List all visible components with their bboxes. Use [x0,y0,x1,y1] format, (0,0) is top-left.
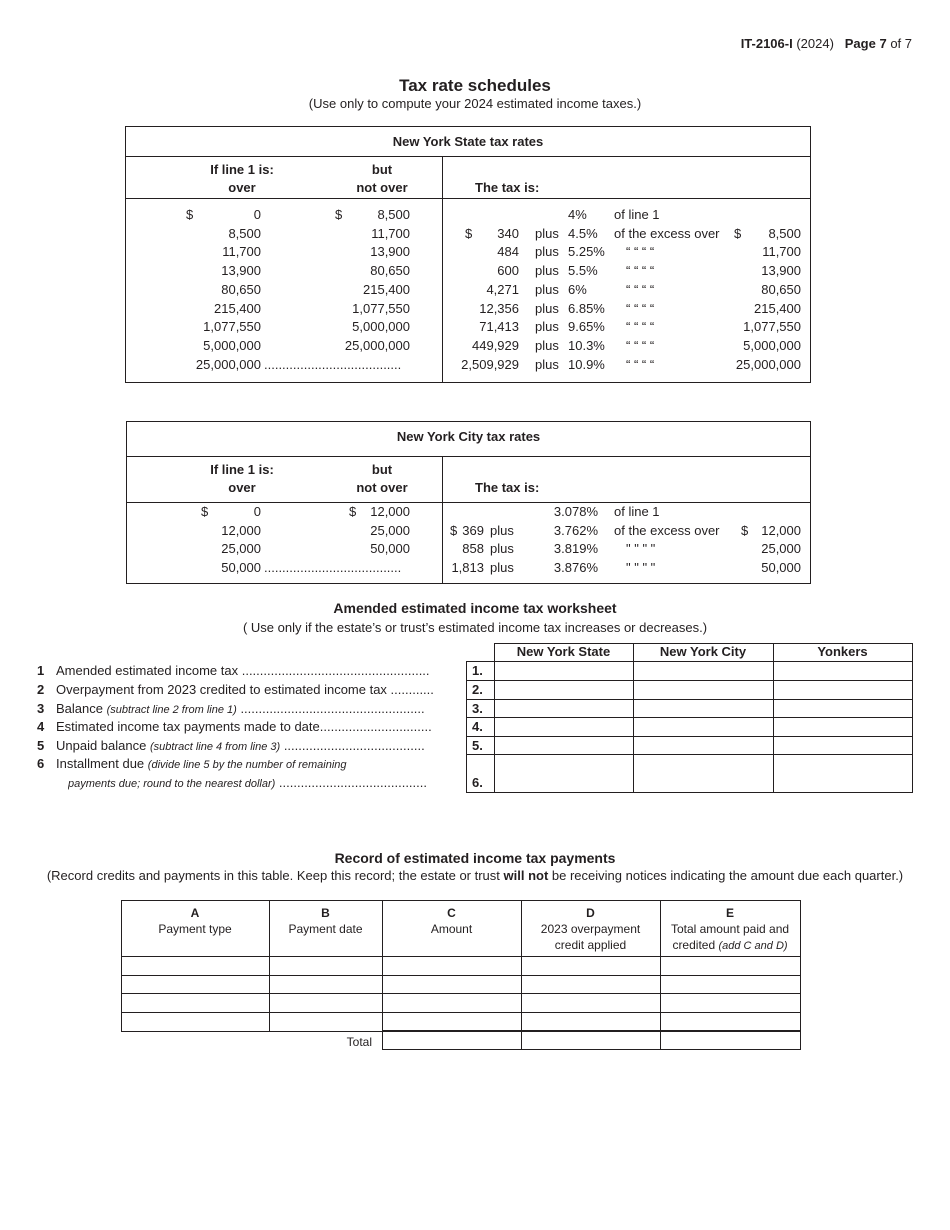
line-box-number: 1. [472,663,483,678]
not-over-value: 215,400 [363,281,410,297]
not-over-value: 13,900 [370,244,410,260]
rate: 4.5% [568,225,598,241]
amount-input-nyc[interactable] [634,718,772,735]
excess-over: 50,000 [761,560,801,576]
excess-over: 25,000 [761,541,801,557]
record-subtitle [0,868,950,883]
rate: 5.25% [568,244,605,260]
label-text: Installment due [56,756,145,771]
amount-input-nys[interactable] [495,718,632,735]
record-cell-input[interactable] [661,976,799,992]
record-cell-input[interactable] [661,994,799,1011]
not-over-value: 5,000,000 [352,319,410,335]
line-label [56,738,460,753]
col-label: Payment type [158,922,232,936]
line-label [56,719,460,734]
record-cell-input[interactable] [383,957,520,974]
amount-input-nys[interactable] [495,755,632,791]
base-tax: 4,271 [486,281,519,297]
label-note: (subtract line 4 from line 3) [149,741,281,753]
amount-input-nyc[interactable] [634,700,772,716]
dollar-sign: $ [201,504,209,519]
excess-over: 13,900 [761,263,801,279]
record-cell-input[interactable] [661,1013,799,1030]
line-label [56,701,460,716]
rate-description: of line 1 [614,207,660,222]
col-label: 2023 overpayment [540,922,641,936]
over-value: 13,900 [221,263,261,279]
excess-over: 215,400 [754,300,801,316]
line-box-number: 6. [472,775,483,790]
excess-over: 8,500 [768,225,801,241]
total-cell-input[interactable] [661,1032,799,1048]
label-text: credited [672,938,719,952]
rate-description: of line 1 [614,504,660,519]
worksheet-title: Amended estimated income tax worksheet [333,600,617,616]
rate-description: of the excess over [614,225,720,241]
rate: 3.078% [553,504,598,519]
over-value: 0 [253,504,261,519]
page-total: of 7 [890,36,912,51]
record-cell-input[interactable] [270,976,381,992]
subtitle-text-end: be receiving notices indicating the amount due each quarter.) [548,868,904,883]
label-note: (subtract line 2 from line 1) [106,704,237,716]
dollar-sign: $ [450,522,458,538]
amount-input-yonkers[interactable] [774,718,911,735]
col-letter: C [447,906,456,920]
plus-label: plus [535,244,559,260]
col-header-over: over [228,480,256,495]
rate-description: “ “ “ “ [626,356,655,372]
amount-input-nyc[interactable] [634,755,772,791]
over-value: 50,000 [221,560,261,576]
record-cell-input[interactable] [661,957,799,974]
amount-input-yonkers[interactable] [774,700,911,716]
rate-description: " " " " [626,560,656,576]
dollar-sign: $ [186,207,194,222]
plus-label: plus [535,337,559,353]
record-cell-input[interactable] [270,994,381,1011]
leader-dots: ............ [386,682,434,697]
leader-dots: ................................................... [236,701,425,716]
subtitle-bold: will not [503,868,549,883]
excess-over: 5,000,000 [743,337,801,353]
rate-description: “ “ “ “ [626,244,655,260]
col-header-tax: The tax is: [475,480,540,495]
line-label [56,663,460,678]
rate: 6% [568,281,587,297]
label-note: (add C and D) [718,940,788,952]
amount-input-yonkers[interactable] [774,662,911,679]
not-over-value: 12,000 [370,504,410,519]
rate: 3.876% [553,560,598,576]
plus-label: plus [490,522,514,538]
line-box-number: 5. [472,738,483,753]
worksheet-col-header: New York State [516,644,611,659]
worksheet-col-header: New York City [659,644,747,659]
label-text: credit applied [554,938,627,952]
col-header-not-over: but [371,462,393,477]
rate: 6.85% [568,300,605,316]
rate: 9.65% [568,319,605,335]
over-value: 1,077,550 [203,319,261,335]
worksheet-subtitle: ( Use only if the estate’s or trust’s estimated income tax increases or decreases.) [242,620,708,635]
line-number: 3 [37,701,45,716]
total-label: Total [346,1035,372,1049]
not-over-value: 8,500 [377,207,410,222]
record-cell-input[interactable] [522,976,659,992]
rate: 3.762% [553,522,598,538]
label-note: payments due; round to the nearest dollar) [68,778,276,790]
divider [442,456,443,584]
label-text: Estimated income tax payments made to date [56,719,320,734]
line-box-number: 3. [472,701,483,716]
col-label: Amount [430,922,473,936]
label-text: Overpayment from 2023 credited to estimated income tax [56,682,387,697]
record-cell-input[interactable] [122,1013,268,1030]
amount-input-nys[interactable] [495,700,632,716]
table-title: New York State tax rates [392,134,544,149]
record-cell-input[interactable] [383,976,520,992]
record-cell-input[interactable] [270,957,381,974]
excess-over: 12,000 [761,522,801,538]
over-value: 215,400 [214,300,261,316]
divider [125,198,811,199]
base-tax: 600 [497,263,519,279]
line-label [56,682,460,697]
col-header-over: If line 1 is: [210,462,274,477]
col-label-2 [521,938,660,952]
line-number: 5 [37,738,45,753]
worksheet-col-header: Yonkers [817,644,868,659]
divider [442,156,443,383]
rate: 3.819% [553,541,598,557]
record-cell-input[interactable] [270,1013,381,1030]
not-over-value: 25,000,000 [344,337,410,353]
amount-input-yonkers[interactable] [774,681,911,698]
col-letter: D [586,906,595,920]
divider [126,456,811,457]
over-value: 0 [253,207,261,222]
rate: 4% [568,207,587,222]
rate: 10.9% [568,356,605,372]
col-letter: A [190,906,200,920]
base-tax: 340 [497,225,519,241]
record-cell-input[interactable] [122,976,268,992]
leader-dots: ......................................... [275,775,427,790]
plus-label: plus [535,263,559,279]
over-value: 5,000,000 [203,337,261,353]
label-note: (divide line 5 by the number of remaining [147,759,347,771]
not-over-value: 80,650 [370,263,410,279]
col-header-tax: The tax is: [475,180,540,195]
leader-dots: ...................................... [264,356,402,372]
line-number: 4 [37,719,45,734]
rate-description: “ “ “ “ [626,281,655,297]
dollar-sign: $ [465,225,473,241]
excess-over: 80,650 [761,281,801,297]
excess-over: 25,000,000 [735,356,801,372]
plus-label: plus [535,225,559,241]
rate: 10.3% [568,337,605,353]
label-text: Amended estimated income tax [56,663,239,678]
over-value: 11,700 [222,244,261,260]
page-header [741,36,912,51]
plus-label: plus [535,319,559,335]
not-over-value: 50,000 [370,541,410,557]
dollar-sign: $ [741,522,749,538]
rate-description: “ “ “ “ [626,337,655,353]
line-box-number: 4. [472,719,483,734]
record-cell-input[interactable] [383,994,520,1011]
leader-dots: .................................................... [238,663,430,678]
line-label [56,756,347,771]
record-cell-input[interactable] [122,994,268,1011]
amount-input-yonkers[interactable] [774,755,911,791]
record-title: Record of estimated income tax payments [334,850,616,866]
record-cell-input[interactable] [522,994,659,1011]
record-cell-input[interactable] [383,1013,520,1030]
total-cell-input[interactable] [522,1032,659,1048]
over-value: 12,000 [221,522,261,538]
col-header-not-over: not over [356,180,408,195]
page-number: Page 7 [844,36,887,51]
amount-input-nys[interactable] [495,662,632,679]
plus-label: plus [490,560,514,576]
plus-label: plus [535,281,559,297]
rate: 5.5% [568,263,598,279]
col-letter: E [725,906,734,920]
plus-label: plus [490,541,514,557]
excess-over: 11,700 [762,244,801,260]
amount-input-nys[interactable] [495,737,632,753]
over-value: 25,000,000 [195,356,261,372]
line-box-number: 2. [472,682,483,697]
over-value: 80,650 [221,281,261,297]
plus-label: plus [535,356,559,372]
base-tax: 369 [462,522,484,538]
col-label-2 [660,938,800,952]
not-over-value: 25,000 [370,522,410,538]
label-text: Balance [56,701,103,716]
rate-description: " " " " [626,541,656,557]
page-title: Tax rate schedules [399,76,551,95]
record-cell-input[interactable] [122,957,268,974]
base-tax: 449,929 [472,337,519,353]
rate-description: “ “ “ “ [626,319,655,335]
amount-input-yonkers[interactable] [774,737,911,753]
col-header-not-over: but [371,162,393,177]
dollar-sign: $ [335,207,343,222]
base-tax: 2,509,929 [461,356,519,372]
line-number: 1 [37,663,45,678]
divider [125,156,811,157]
col-label: Total amount paid and [670,922,790,936]
leader-dots: ....................................... [280,738,425,753]
divider [126,502,811,503]
record-cell-input[interactable] [522,1013,659,1030]
not-over-value: 1,077,550 [352,300,410,316]
page-subtitle: (Use only to compute your 2024 estimated income taxes.) [308,96,642,111]
plus-label: plus [535,300,559,316]
over-value: 25,000 [221,541,261,557]
base-tax: 71,413 [479,319,519,335]
base-tax: 858 [462,541,484,557]
amount-input-nyc[interactable] [634,681,772,698]
table-title: New York City tax rates [396,429,541,444]
label-text: Unpaid balance [56,738,147,753]
base-tax: 484 [497,244,519,260]
subtitle-text: (Record credits and payments in this table. Keep this record; the estate or trust [46,868,504,883]
col-header-over: If line 1 is: [210,162,274,177]
excess-over: 1,077,550 [743,319,801,335]
total-cell-input[interactable] [383,1032,520,1048]
rate-description: of the excess over [614,522,720,538]
form-year: (2024) [796,36,834,51]
dollar-sign: $ [349,504,357,519]
over-value: 8,500 [228,225,261,241]
rate-description: “ “ “ “ [626,300,655,316]
amount-input-nyc[interactable] [634,737,772,753]
record-cell-input[interactable] [522,957,659,974]
rate-description: “ “ “ “ [626,263,655,279]
col-letter: B [321,906,330,920]
not-over-value: 11,700 [371,225,410,241]
form-id: IT-2106-I [740,36,793,51]
col-header-not-over: not over [356,480,408,495]
leader-dots: ............................... [319,719,432,734]
line-number: 6 [37,756,45,771]
dollar-sign: $ [734,225,742,241]
base-tax: 1,813 [451,560,484,576]
line-label-cont [68,775,460,790]
amount-input-nyc[interactable] [634,662,772,679]
line-number: 2 [37,682,45,697]
col-label: Payment date [288,922,363,936]
leader-dots: ...................................... [264,560,402,576]
base-tax: 12,356 [479,300,519,316]
col-header-over: over [228,180,256,195]
amount-input-nys[interactable] [495,681,632,698]
